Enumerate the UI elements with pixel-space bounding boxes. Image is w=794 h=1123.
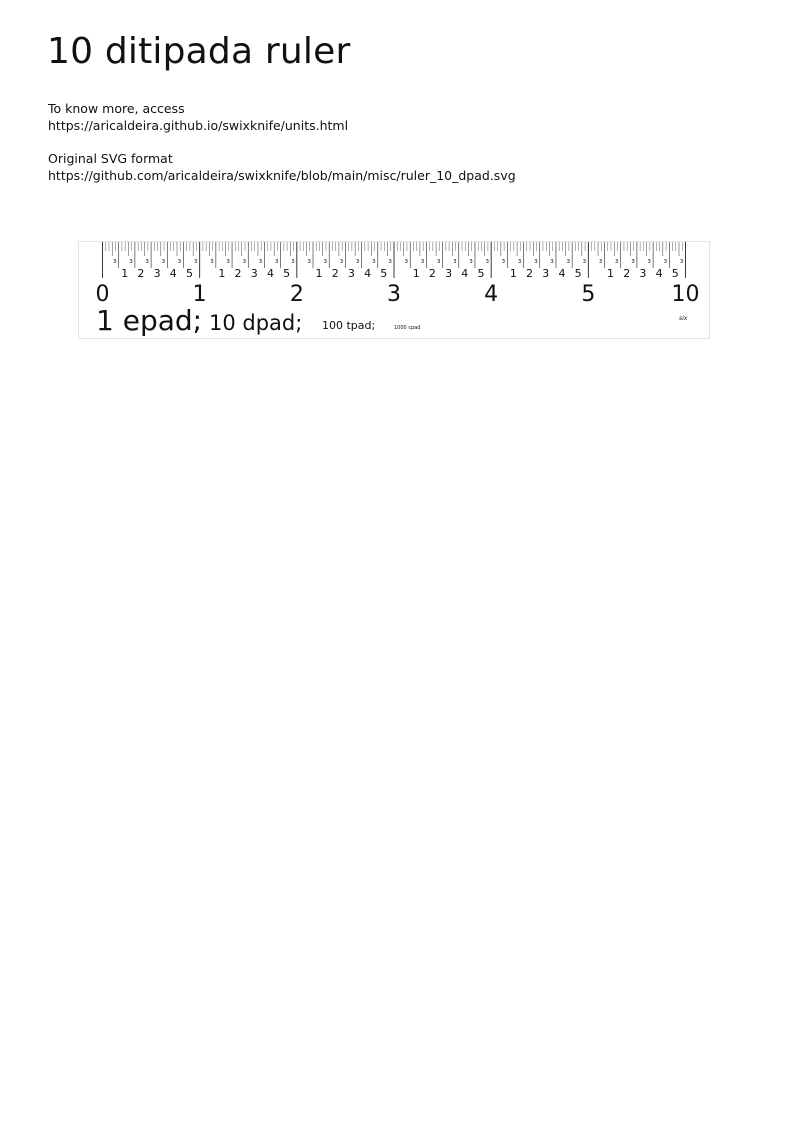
sub-label: 3 — [542, 267, 550, 280]
sub-label: 3 — [445, 267, 453, 280]
minor-label: 3 — [598, 259, 603, 265]
sub-label: 1 — [218, 267, 226, 280]
corner-label: six — [679, 315, 688, 322]
minor-label: 3 — [534, 259, 538, 265]
sub-label: 2 — [137, 267, 145, 280]
minor-label: 3 — [469, 259, 473, 265]
major-label: 1 — [192, 282, 207, 307]
minor-label: 3 — [663, 259, 668, 265]
sub-label: 1 — [607, 267, 615, 280]
sub-label: 4 — [364, 267, 372, 280]
sub-label: 4 — [266, 267, 274, 280]
minor-label: 3 — [372, 259, 376, 265]
minor-label: 3 — [177, 259, 182, 265]
minor-label: 3 — [485, 259, 489, 265]
unit-label-dpad: 10 dpad; — [209, 311, 303, 335]
sub-label: 4 — [655, 267, 663, 280]
major-label: 10 — [671, 282, 700, 307]
minor-label: 3 — [193, 259, 198, 265]
minor-label: 3 — [113, 259, 117, 265]
info-block-more — [48, 100, 348, 134]
sub-label: 2 — [331, 267, 339, 280]
unit-label-cpad: 1000 cpad — [394, 325, 421, 331]
minor-label: 3 — [582, 259, 587, 265]
sub-label: 4 — [169, 267, 177, 280]
page-title: 10 ditipada ruler — [47, 31, 351, 72]
minor-label: 3 — [404, 259, 409, 265]
sub-label: 1 — [121, 267, 129, 280]
info-heading: Original SVG format — [48, 151, 173, 166]
sub-label: 5 — [477, 267, 485, 280]
minor-label: 3 — [420, 259, 425, 265]
sub-label: 5 — [671, 267, 679, 280]
minor-label: 3 — [129, 259, 133, 265]
sub-label: 4 — [558, 267, 566, 280]
sub-label: 5 — [283, 267, 291, 280]
sub-label: 2 — [234, 267, 242, 280]
info-block-svg — [48, 150, 516, 184]
sub-label: 3 — [250, 267, 258, 280]
sub-label: 1 — [412, 267, 420, 280]
minor-label: 3 — [550, 259, 554, 265]
minor-label: 3 — [453, 259, 457, 265]
minor-label: 3 — [517, 259, 522, 265]
minor-label: 3 — [615, 259, 619, 265]
sub-label: 3 — [347, 267, 355, 280]
minor-label: 3 — [436, 259, 441, 265]
minor-label: 3 — [631, 259, 635, 265]
sub-label: 4 — [461, 267, 469, 280]
major-label: 4 — [484, 282, 499, 307]
unit-label-tpad: 100 tpad; — [322, 319, 376, 332]
major-label: 0 — [95, 282, 110, 307]
major-label: 3 — [387, 282, 401, 307]
sub-label: 1 — [509, 267, 517, 280]
sub-label: 2 — [428, 267, 436, 280]
minor-label: 3 — [274, 259, 279, 265]
minor-label: 3 — [242, 259, 247, 265]
minor-label: 3 — [291, 259, 295, 265]
minor-label: 3 — [161, 259, 166, 265]
sub-label: 5 — [185, 267, 193, 280]
minor-label: 3 — [210, 259, 214, 265]
minor-label: 3 — [258, 259, 263, 265]
minor-label: 3 — [647, 259, 651, 265]
sub-label: 1 — [315, 267, 323, 280]
minor-label: 3 — [307, 259, 311, 265]
minor-label: 3 — [355, 259, 360, 265]
sub-label: 3 — [639, 267, 647, 280]
minor-label: 3 — [566, 259, 570, 265]
sub-label: 5 — [380, 267, 388, 280]
minor-label: 3 — [388, 259, 392, 265]
minor-label: 3 — [501, 259, 506, 265]
ruler-graphic — [78, 241, 710, 339]
sub-label: 2 — [526, 267, 534, 280]
sub-label: 5 — [574, 267, 582, 280]
minor-label: 3 — [323, 259, 328, 265]
sub-label: 2 — [623, 267, 631, 280]
minor-label: 3 — [679, 259, 684, 265]
info-link[interactable]: https://aricaldeira.github.io/swixknife/units.html — [48, 118, 349, 133]
unit-label-epad: 1 epad; — [96, 304, 203, 337]
minor-label: 3 — [339, 259, 344, 265]
major-label: 5 — [581, 282, 596, 307]
ruler — [78, 241, 710, 339]
sub-label: 3 — [153, 267, 161, 280]
info-link[interactable]: https://github.com/aricaldeira/swixknife/blob/main/misc/ruler_10_dpad.svg — [48, 168, 516, 183]
info-heading: To know more, access — [48, 101, 185, 116]
minor-label: 3 — [226, 259, 230, 265]
major-label: 2 — [289, 282, 304, 307]
minor-label: 3 — [145, 259, 149, 265]
